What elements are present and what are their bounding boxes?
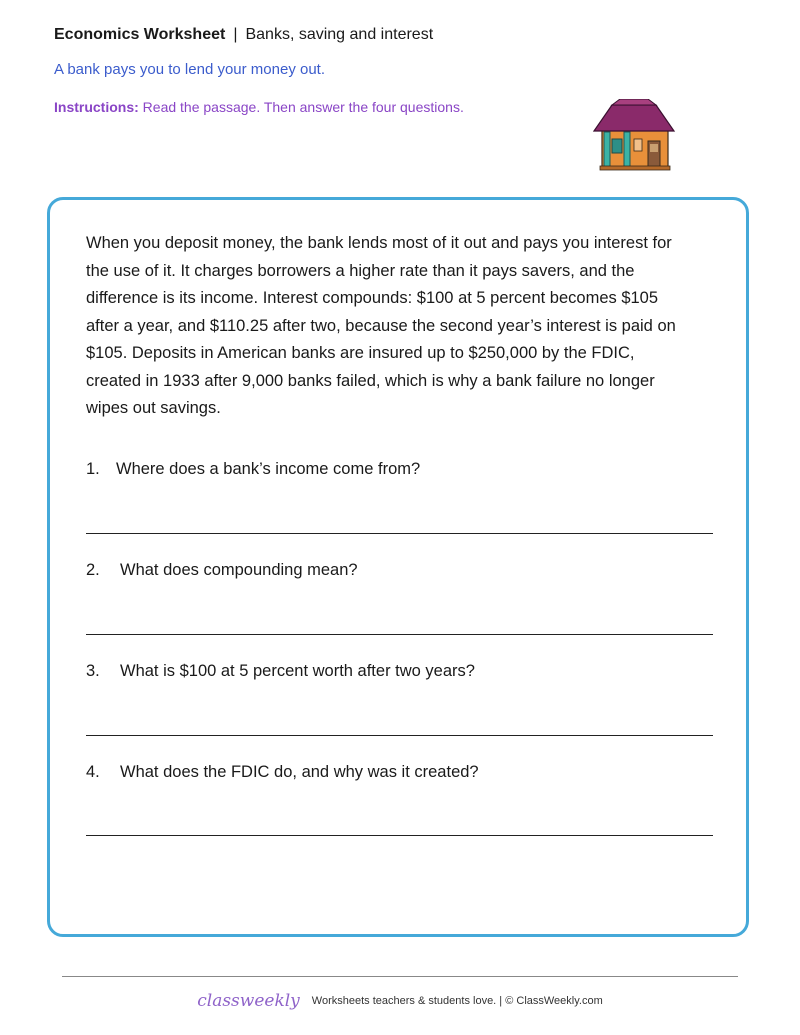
question-1 xyxy=(86,460,420,479)
answer-line-1[interactable] xyxy=(86,533,713,534)
question-text: What is $100 at 5 percent worth after two years? xyxy=(120,662,475,680)
header-separator: | xyxy=(233,26,238,43)
worksheet-topic: Banks, saving and interest xyxy=(245,26,434,43)
question-number: 1. xyxy=(86,460,100,478)
footer xyxy=(0,991,800,1011)
worksheet-header xyxy=(54,26,433,44)
worksheet-title: Economics Worksheet xyxy=(54,26,226,43)
footer-divider xyxy=(62,976,738,977)
worksheet-subtitle: A bank pays you to lend your money out. xyxy=(54,61,326,78)
reading-passage: When you deposit money, the bank lends most of it out and pays you interest for the use of it. It charges borrowers a higher rate than it pays savers, and the difference is its income. Interest compounds: $100 at 5 percent becomes $105 after a year, and $110.25 after two, because the second year’s interest is paid on $105. Deposits in American banks are insured up to $250,000 by the FDIC, created in 1933 after 9,000 banks failed, which is why a bank failure no longer wipes out savings. xyxy=(86,234,676,417)
question-2 xyxy=(86,561,358,580)
question-text: Where does a bank’s income come from? xyxy=(116,460,421,478)
question-3 xyxy=(86,662,475,681)
instructions xyxy=(54,99,464,115)
question-number: 2. xyxy=(86,561,100,579)
question-text: What does compounding mean? xyxy=(120,561,358,579)
instructions-label: Instructions: xyxy=(54,99,139,115)
question-text: What does the FDIC do, and why was it created? xyxy=(120,763,479,781)
question-number: 3. xyxy=(86,662,100,680)
answer-line-3[interactable] xyxy=(86,735,713,736)
answer-line-2[interactable] xyxy=(86,634,713,635)
instructions-text: Read the passage. Then answer the four questions. xyxy=(142,99,464,115)
house-icon xyxy=(590,99,676,171)
question-number: 4. xyxy=(86,763,100,781)
brand-logo: classweekly xyxy=(197,991,300,1011)
question-4 xyxy=(86,763,479,782)
footer-tagline: Worksheets teachers & students love. | © ClassWeekly.com xyxy=(311,995,603,1007)
answer-line-4[interactable] xyxy=(86,835,713,836)
